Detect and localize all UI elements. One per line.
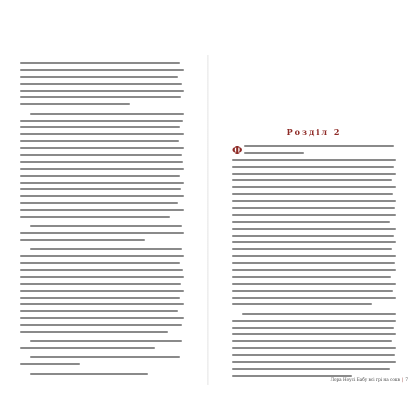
text-line bbox=[232, 255, 396, 257]
text-line bbox=[20, 147, 184, 149]
text-line bbox=[232, 214, 396, 216]
drop-cap: Ф bbox=[232, 144, 243, 157]
text-line bbox=[232, 327, 394, 329]
text-line bbox=[20, 324, 182, 326]
text-line bbox=[232, 173, 396, 175]
text-line bbox=[20, 140, 179, 142]
text-line bbox=[20, 363, 80, 365]
text-line bbox=[20, 96, 181, 98]
text-line bbox=[20, 347, 155, 349]
text-line bbox=[232, 269, 396, 271]
text-line bbox=[20, 120, 183, 122]
text-line bbox=[232, 262, 395, 264]
text-line bbox=[20, 255, 184, 257]
right-page bbox=[232, 62, 396, 382]
text-line bbox=[20, 76, 178, 78]
chapter-heading: Розділ 2 bbox=[286, 127, 342, 137]
text-line bbox=[232, 221, 390, 223]
text-line bbox=[20, 168, 184, 170]
text-line bbox=[232, 340, 392, 342]
text-line bbox=[20, 262, 180, 264]
text-line bbox=[20, 317, 184, 319]
text-line bbox=[232, 320, 396, 322]
text-line bbox=[20, 126, 180, 128]
footer-credit: Лора Ноусі Бабу всі грі на сокв bbox=[330, 377, 400, 382]
right-page-text bbox=[232, 159, 396, 382]
text-line bbox=[20, 133, 184, 135]
text-line bbox=[232, 297, 396, 299]
page-footer bbox=[282, 377, 408, 382]
text-line bbox=[232, 186, 396, 188]
text-line bbox=[20, 154, 182, 156]
text-line bbox=[20, 232, 184, 234]
text-line bbox=[20, 90, 184, 92]
text-line bbox=[20, 276, 184, 278]
book-gutter bbox=[207, 55, 209, 385]
text-line bbox=[20, 209, 184, 211]
text-line bbox=[20, 195, 184, 197]
text-line bbox=[20, 103, 130, 105]
text-line bbox=[232, 248, 392, 250]
text-line bbox=[244, 152, 304, 154]
text-line bbox=[232, 200, 396, 202]
text-line bbox=[20, 239, 145, 241]
text-line bbox=[20, 175, 180, 177]
text-line bbox=[20, 269, 183, 271]
text-line bbox=[232, 303, 372, 305]
page-number: 7 bbox=[405, 377, 408, 382]
text-line bbox=[20, 331, 168, 333]
first-paragraph bbox=[232, 145, 396, 159]
left-page-text bbox=[20, 62, 184, 380]
footer-separator: | bbox=[401, 377, 404, 382]
text-line bbox=[20, 182, 184, 184]
text-line bbox=[20, 69, 184, 71]
text-line bbox=[232, 354, 395, 356]
text-line bbox=[30, 356, 180, 358]
text-line bbox=[232, 159, 396, 161]
text-line bbox=[232, 193, 393, 195]
text-line bbox=[30, 248, 182, 250]
text-line bbox=[232, 179, 392, 181]
text-line bbox=[30, 225, 182, 227]
text-line bbox=[20, 216, 170, 218]
text-line bbox=[232, 241, 396, 243]
text-line bbox=[20, 297, 180, 299]
text-line bbox=[244, 145, 394, 147]
text-line bbox=[20, 303, 184, 305]
text-line bbox=[232, 235, 394, 237]
text-line bbox=[20, 83, 182, 85]
text-line bbox=[20, 283, 181, 285]
left-page bbox=[20, 62, 184, 380]
text-line bbox=[232, 166, 394, 168]
text-line bbox=[232, 276, 391, 278]
text-line bbox=[20, 310, 178, 312]
text-line bbox=[20, 161, 183, 163]
text-line bbox=[20, 290, 184, 292]
text-line bbox=[232, 290, 393, 292]
text-line bbox=[20, 202, 178, 204]
text-line bbox=[30, 113, 184, 115]
text-line bbox=[232, 333, 396, 335]
text-line bbox=[232, 228, 396, 230]
text-line bbox=[30, 373, 148, 375]
text-line bbox=[20, 62, 180, 64]
text-line bbox=[232, 283, 396, 285]
text-line bbox=[232, 361, 396, 363]
text-line bbox=[232, 368, 390, 370]
text-line bbox=[232, 347, 396, 349]
text-line bbox=[20, 188, 181, 190]
text-line bbox=[242, 313, 396, 315]
text-line bbox=[30, 340, 182, 342]
text-line bbox=[232, 207, 395, 209]
